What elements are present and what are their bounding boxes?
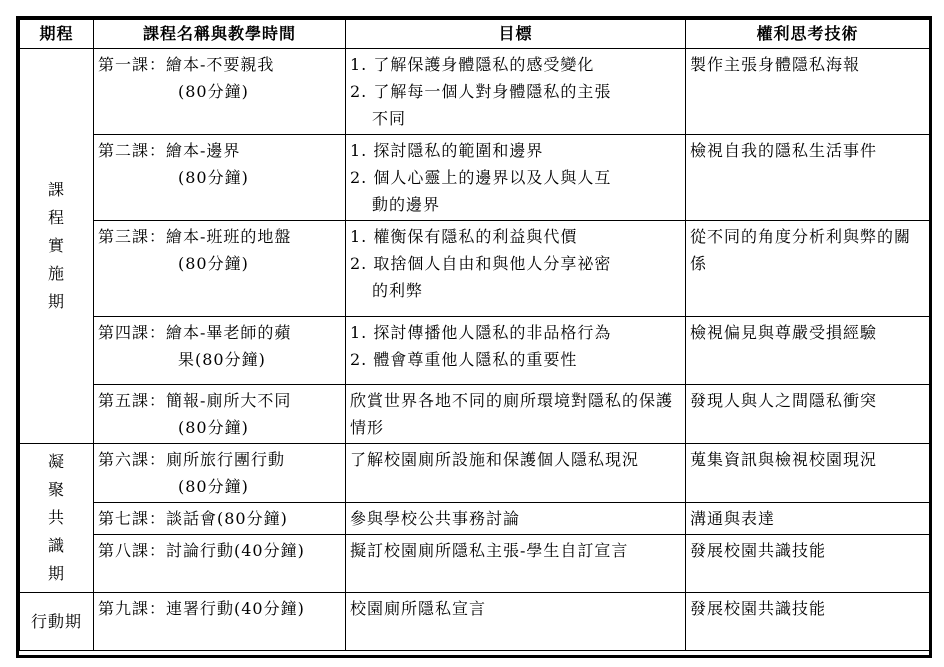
course-cell: 第七課：談話會(80分鐘) (94, 503, 346, 535)
goal-cell: 欣賞世界各地不同的廁所環境對隱私的保護情形 (346, 385, 686, 444)
table-row (20, 221, 930, 317)
goal-item: 2. 取捨個人自由和與他人分享祕密 (350, 254, 612, 273)
course-time: 果(80分鐘) (178, 350, 266, 369)
table-row (20, 49, 930, 135)
curriculum-table-frame (16, 16, 932, 658)
goal-cell (346, 135, 686, 221)
table-row (20, 385, 930, 444)
course-cell (94, 444, 346, 503)
course-time: (80分鐘) (178, 418, 249, 437)
phase-label: 凝聚共識期 (47, 452, 65, 583)
curriculum-table (19, 19, 930, 651)
goal-cell (346, 221, 686, 317)
goal-item: 1. 了解保護身體隱私的感受變化 (350, 55, 595, 74)
goal-item-cont: 的利弊 (372, 281, 424, 300)
table-row (20, 593, 930, 651)
skill-cell: 發展校園共識技能 (686, 593, 930, 651)
goal-item: 2. 個人心靈上的邊界以及人與人互 (350, 168, 612, 187)
header-goal: 目標 (346, 20, 686, 49)
course-cell: 第八課：討論行動(40分鐘) (94, 535, 346, 593)
course-name: 第四課：繪本-畢老師的蘋 (98, 323, 292, 342)
skill-cell: 溝通與表達 (686, 503, 930, 535)
skill-cell: 製作主張身體隱私海報 (686, 49, 930, 135)
goal-item-cont: 動的邊界 (372, 195, 441, 214)
course-time: (80分鐘) (178, 82, 249, 101)
goal-cell: 擬訂校園廁所隱私主張-學生自訂宣言 (346, 535, 686, 593)
course-cell (94, 317, 346, 385)
goal-cell: 參與學校公共事務討論 (346, 503, 686, 535)
skill-cell: 發現人與人之間隱私衝突 (686, 385, 930, 444)
course-cell: 第九課：連署行動(40分鐘) (94, 593, 346, 651)
skill-cell: 檢視偏見與尊嚴受損經驗 (686, 317, 930, 385)
course-name: 第三課：繪本-班班的地盤 (98, 227, 292, 246)
table-row (20, 135, 930, 221)
phase-cell-3: 行動期 (20, 593, 94, 651)
goal-cell: 了解校園廁所設施和保護個人隱私現況 (346, 444, 686, 503)
skill-cell: 蒐集資訊與檢視校園現況 (686, 444, 930, 503)
table-row (20, 444, 930, 503)
goal-item-cont: 不同 (372, 109, 407, 128)
course-cell (94, 49, 346, 135)
phase-cell-2 (20, 444, 94, 593)
course-cell (94, 135, 346, 221)
header-skill: 權利思考技術 (686, 20, 930, 49)
phase-label: 課程實施期 (47, 180, 65, 311)
skill-cell: 發展校園共識技能 (686, 535, 930, 593)
course-name: 第一課：繪本-不要親我 (98, 55, 275, 74)
goal-item: 2. 了解每一個人對身體隱私的主張 (350, 82, 612, 101)
course-name: 第六課：廁所旅行團行動 (98, 450, 286, 469)
skill-cell: 檢視自我的隱私生活事件 (686, 135, 930, 221)
phase-cell-1 (20, 49, 94, 444)
header-course: 課程名稱與教學時間 (94, 20, 346, 49)
course-cell (94, 221, 346, 317)
course-time: (80分鐘) (178, 477, 249, 496)
header-row (20, 20, 930, 49)
skill-cell: 從不同的角度分析利與弊的關係 (686, 221, 930, 317)
goal-item: 2. 體會尊重他人隱私的重要性 (350, 350, 578, 369)
course-name: 第五課：簡報-廁所大不同 (98, 391, 292, 410)
course-cell (94, 385, 346, 444)
course-time: (80分鐘) (178, 254, 249, 273)
course-name: 第二課：繪本-邊界 (98, 141, 241, 160)
goal-item: 1. 權衡保有隱私的利益與代價 (350, 227, 578, 246)
header-phase: 期程 (20, 20, 94, 49)
goal-item: 1. 探討傳播他人隱私的非品格行為 (350, 323, 612, 342)
table-row (20, 317, 930, 385)
goal-cell (346, 317, 686, 385)
table-row (20, 503, 930, 535)
goal-cell (346, 49, 686, 135)
course-time: (80分鐘) (178, 168, 249, 187)
goal-cell: 校園廁所隱私宣言 (346, 593, 686, 651)
table-row (20, 535, 930, 593)
goal-item: 1. 探討隱私的範圍和邊界 (350, 141, 544, 160)
